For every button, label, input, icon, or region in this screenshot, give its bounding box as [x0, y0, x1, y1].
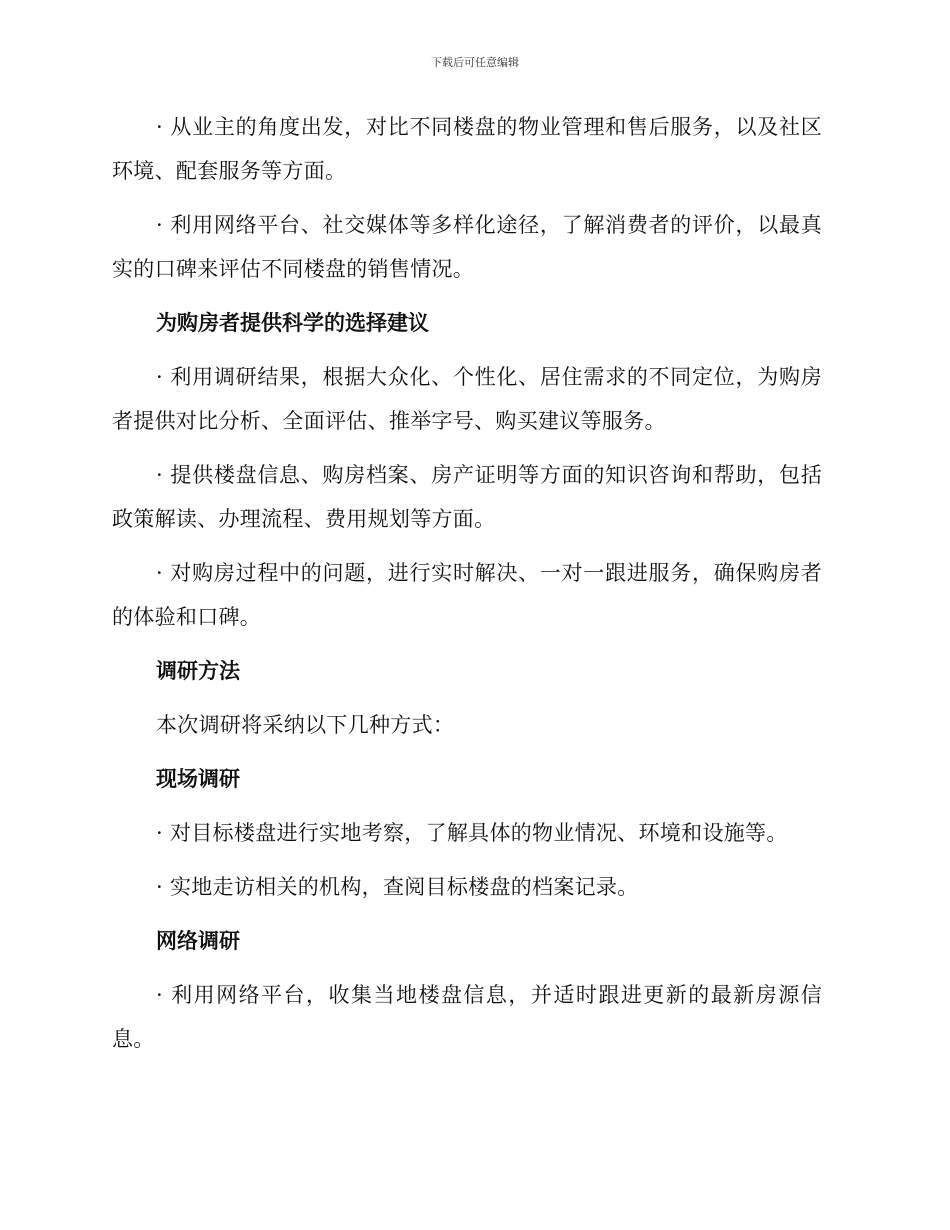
bullet-paragraph: · 利用网络平台、社交媒体等多样化途径，了解消费者的评价，以最真实的口碑来评估不同楼盘的销售情况。: [112, 213, 822, 281]
document-body: [112, 105, 822, 1071]
intro-paragraph: 本次调研将采纳以下几种方式：: [156, 713, 455, 737]
bullet-paragraph: · 提供楼盘信息、购房档案、房产证明等方面的知识咨询和帮助，包括政策解读、办理流程、费用规划等方面。: [112, 463, 822, 531]
section-heading: 现场调研: [156, 767, 240, 791]
bullet-paragraph: · 从业主的角度出发，对比不同楼盘的物业管理和售后服务，以及社区环境、配套服务等方面。: [112, 115, 822, 183]
bullet-paragraph: · 对购房过程中的问题，进行实时解决、一对一跟进服务，确保购房者的体验和口碑。: [112, 561, 822, 629]
bullet-paragraph: · 对目标楼盘进行实地考察，了解具体的物业情况、环境和设施等。: [156, 821, 788, 845]
section-heading: 网络调研: [156, 929, 240, 953]
section-heading: 调研方法: [156, 659, 240, 683]
page-header: 下载后可任意编辑: [431, 56, 519, 69]
bullet-paragraph: · 利用调研结果，根据大众化、个性化、居住需求的不同定位，为购房者提供对比分析、全面评估、推举字号、购买建议等服务。: [112, 365, 822, 433]
bullet-paragraph: · 实地走访相关的机构，查阅目标楼盘的档案记录。: [156, 875, 639, 899]
section-heading: 为购房者提供科学的选择建议: [156, 311, 429, 335]
bullet-paragraph: · 利用网络平台，收集当地楼盘信息，并适时跟进更新的最新房源信息。: [112, 983, 822, 1051]
